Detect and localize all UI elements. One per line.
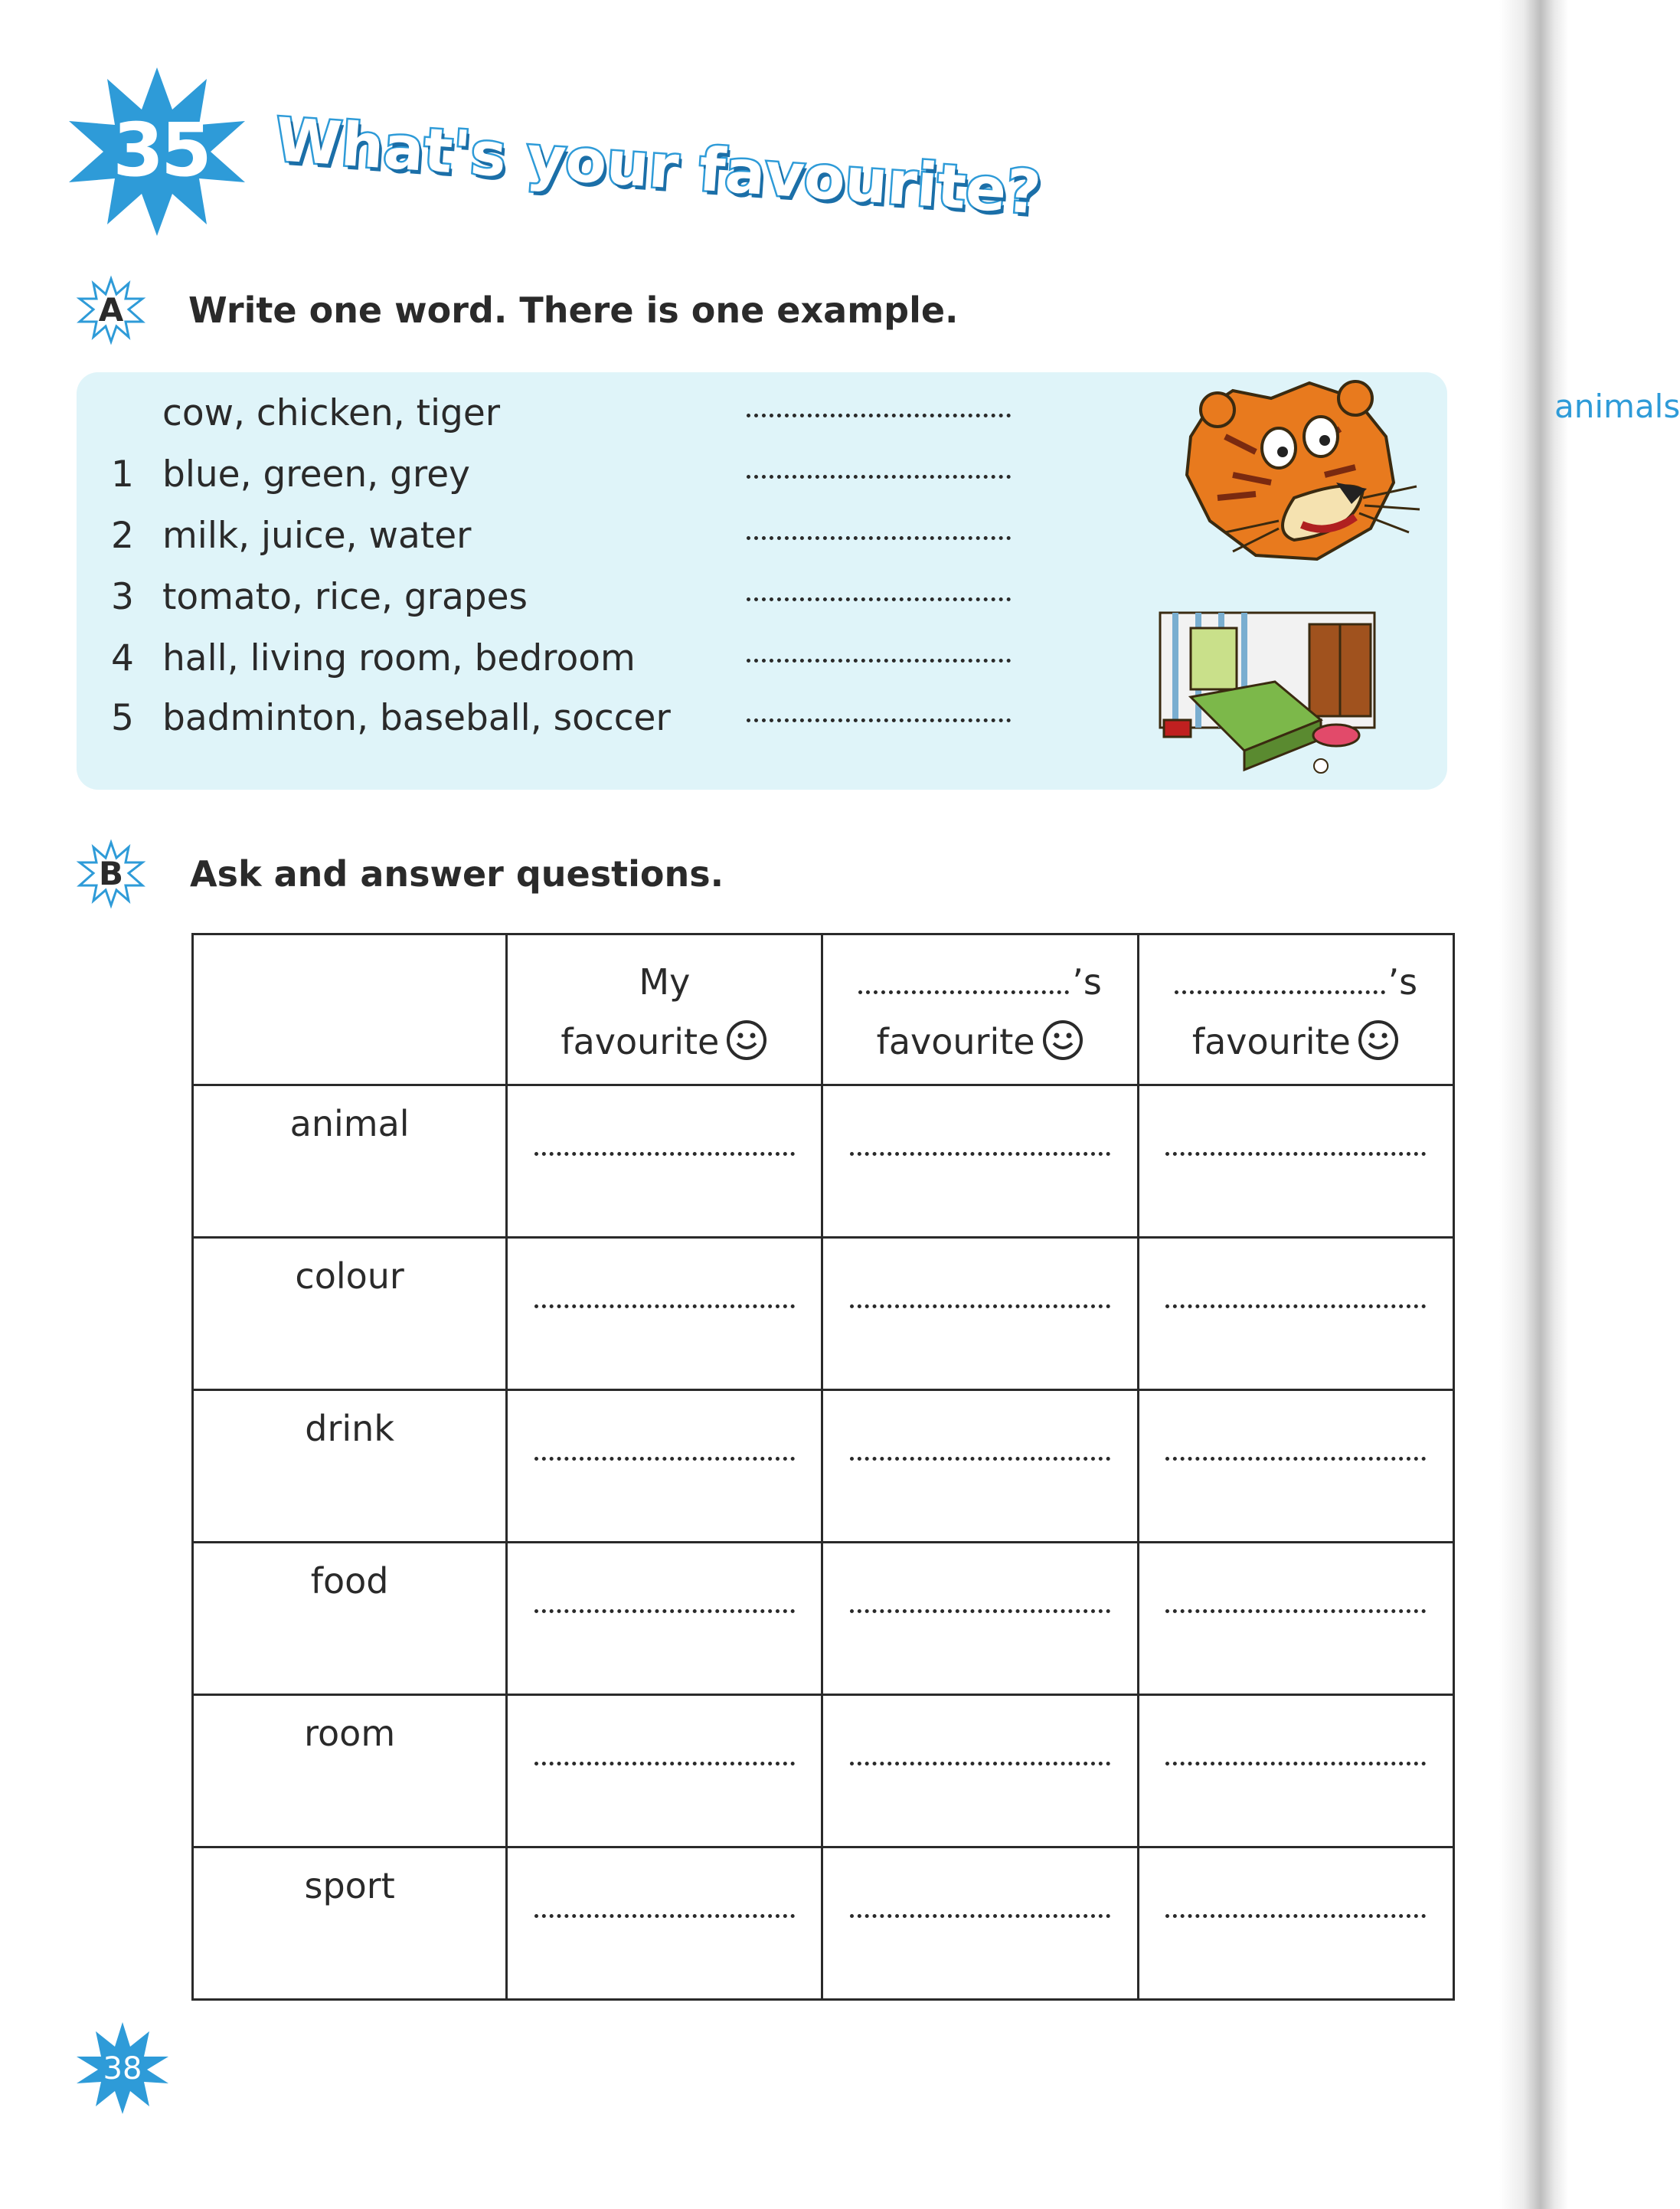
row-label-cell: [193, 1543, 507, 1695]
row-label-cell: [193, 1847, 507, 2000]
friend-1-favourite-header: [822, 934, 1138, 1085]
exercise-number: 3: [111, 576, 134, 618]
row-label-cell: [193, 1390, 507, 1543]
answer-line[interactable]: [1165, 1445, 1426, 1461]
exercise-number: 5: [111, 697, 134, 739]
header-favourite: favourite: [1191, 1021, 1351, 1062]
page-number: 38: [103, 2051, 142, 2086]
answer-line[interactable]: [850, 1445, 1110, 1461]
table-row: [193, 1543, 1454, 1695]
answer-line[interactable]: [534, 1140, 795, 1156]
header-my: My: [639, 961, 691, 1003]
tiger-icon: [1164, 375, 1424, 582]
exercise-row: [0, 637, 995, 691]
exercise-words: blue, green, grey: [162, 453, 470, 496]
name-line[interactable]: [1175, 960, 1385, 994]
answer-cell: [1138, 1695, 1453, 1847]
exercise-row: [0, 576, 995, 630]
unit-number: 35: [113, 107, 209, 193]
answer-cell: [507, 1390, 822, 1543]
name-line[interactable]: [858, 960, 1069, 994]
answer-cell: [822, 1847, 1138, 2000]
answer-line[interactable]: [747, 597, 1011, 601]
exercise-number: 4: [111, 637, 134, 679]
example-words: cow, chicken, tiger: [162, 392, 501, 434]
page-title: What's your favourite?: [273, 106, 1044, 228]
section-b-instruction: Ask and answer questions.: [190, 853, 724, 895]
answer-line[interactable]: [534, 1292, 795, 1308]
answer-line[interactable]: [850, 1292, 1110, 1308]
example-answer-line: [747, 388, 1680, 425]
answer-line[interactable]: [747, 718, 1011, 722]
smiley-icon: [1041, 1019, 1084, 1062]
answer-line[interactable]: [850, 1140, 1110, 1156]
answer-cell: [507, 1085, 822, 1238]
answer-line[interactable]: [1165, 1902, 1426, 1918]
exercise-words: milk, juice, water: [162, 515, 472, 557]
answer-line[interactable]: [534, 1597, 795, 1613]
favourites-table: [191, 933, 1455, 2001]
row-label: drink: [305, 1408, 394, 1449]
answer-cell: [1138, 1390, 1453, 1543]
table-row: [193, 1695, 1454, 1847]
header-favourite: favourite: [876, 1021, 1035, 1062]
row-label: food: [310, 1560, 389, 1602]
header-possessive: ’s: [1072, 961, 1102, 1003]
answer-line[interactable]: [534, 1749, 795, 1766]
row-label-cell: [193, 1238, 507, 1390]
answer-line[interactable]: [534, 1902, 795, 1918]
answer-cell: [822, 1543, 1138, 1695]
friend-2-favourite-header: [1138, 934, 1453, 1085]
answer-cell: [507, 1543, 822, 1695]
example-row: [0, 388, 1680, 446]
answer-line[interactable]: [747, 475, 1011, 479]
table-header-row: [193, 934, 1454, 1085]
table-row: [193, 1238, 1454, 1390]
smiley-icon: [725, 1019, 768, 1062]
table-row: [193, 1085, 1454, 1238]
exercise-words: badminton, baseball, soccer: [162, 697, 671, 739]
smiley-icon: [1357, 1019, 1400, 1062]
row-label: colour: [295, 1255, 404, 1297]
exercise-row: [0, 515, 995, 568]
table-row: [193, 1390, 1454, 1543]
row-label: animal: [289, 1103, 410, 1144]
answer-line[interactable]: [1165, 1140, 1426, 1156]
bedroom-icon: [1145, 605, 1405, 781]
answer-cell: [822, 1390, 1138, 1543]
header-favourite: favourite: [561, 1021, 720, 1062]
answer-cell: [507, 1695, 822, 1847]
exercise-number: 2: [111, 515, 134, 557]
answer-line[interactable]: [1165, 1749, 1426, 1766]
answer-cell: [1138, 1543, 1453, 1695]
exercise-words: tomato, rice, grapes: [162, 576, 528, 618]
answer-line[interactable]: [850, 1749, 1110, 1766]
exercise-row: [0, 697, 995, 751]
answer-cell: [507, 1847, 822, 2000]
exercise-row: [0, 453, 995, 507]
answer-line[interactable]: [747, 659, 1011, 663]
header-possessive: ’s: [1387, 961, 1418, 1003]
answer-line[interactable]: [1165, 1292, 1426, 1308]
answer-line[interactable]: [534, 1445, 795, 1461]
answer-cell: [822, 1695, 1138, 1847]
example-answer: animals: [1554, 388, 1680, 425]
answer-cell: [822, 1238, 1138, 1390]
answer-line[interactable]: [1165, 1597, 1426, 1613]
answer-cell: [507, 1238, 822, 1390]
answer-cell: [1138, 1238, 1453, 1390]
row-label-cell: [193, 1085, 507, 1238]
page-edge-shadow: [1499, 0, 1568, 2209]
row-label: sport: [304, 1865, 395, 1906]
answer-cell: [822, 1085, 1138, 1238]
my-favourite-header: [507, 934, 822, 1085]
exercise-words: hall, living room, bedroom: [162, 637, 636, 679]
answer-line[interactable]: [850, 1597, 1110, 1613]
row-label-cell: [193, 1695, 507, 1847]
answer-line[interactable]: [747, 536, 1011, 540]
row-label: room: [304, 1713, 396, 1754]
table-row: [193, 1847, 1454, 2000]
section-a-instruction: Write one word. There is one example.: [188, 290, 959, 331]
answer-cell: [1138, 1085, 1453, 1238]
section-a-letter: A: [98, 291, 124, 329]
answer-line[interactable]: [850, 1902, 1110, 1918]
section-b-letter: B: [98, 855, 123, 892]
answer-cell: [1138, 1847, 1453, 2000]
exercise-number: 1: [111, 453, 134, 496]
table-corner-cell: [193, 934, 507, 1085]
